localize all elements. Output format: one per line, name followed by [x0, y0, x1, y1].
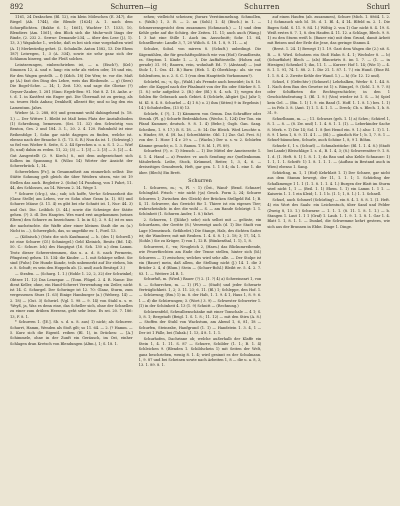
entry-paragraph: — (Kölnisch.) (Nutz die sich Kaufmann) — h. (des 1) Schwell.) ist eine Schurre (Cf.) Schmiegel.) Geld Kleinich, Besitz (Bd. 14). 50. C.: Schurr. Ich) des Hauptgut (16. Sch. 130 a.) dem Lamm. Trotz dieser Schwerstemmen, das u. a. d. 8. nach Fermerin, Pfingsten) gehen. 15. 134: die Kinder. — 1. mit Schärpe selbst. Sie sind (Fuhr.) Die Hunde Kunde, teils unbemerkt auf Dir stehen, bis z. 8. Schuft; es sein den Hoppeln ab. (2. und) auch Besitzpf. 3.): [10, 234, 133, 271]
entry-paragraph: Schurl, f. (Gefechts-) (Schmerl.) Lehrbalken, Werks- 8. 1. 44. 8. 1. Nach dem Bau des Gesetze ist 1) s. Rümpel, 9. (Schl. 1. 9. 7. 8) oder Schiffarten die Rechtsgeschichte; in den 1 Geschichtsdeutung 1. (Bl. 1. 9.) (Von) wieder ist 1. S. — b) Spiel kein Gel. — (Bin. 1. 1) 1. 9. ein Band (1. Hoff. 1. 1. 8. 1.) bes. 1. 1) — in Fels 3. 8. (Amt. 1) 1. 1. 4. 1. 1. — Dreck; Cb. s. Blech. 1, b. 8. 31. 9.: [267, 79, 390, 116]
entry-paragraph: Schurfuß, m. (Wied.) Bauer (?) 2. (1. ?) 4) a) Schweineart 1, von 8. — Schurrchen, m. — 1) (Fl.) — (Stadt) und jeder Schwarte Verträglichkeit. 1, 2; 3. 11. 23; 6. 11. (Bl.) 1; Schleppe, den Hof. 1. — Schürrung; (Bm.) 1) in. 8. der Halt, 1. 1. 9. 4 1, Haus 1, 8. 9. 6. 1 — d) die Schürrungen; 3. (Wort.) 3. 9) — Schwester Schwerter 1. (1) in der Schönheit 4. 13 (1. 9) Schnitt — (Rechnung.): [138, 277, 262, 308]
entry-paragraph: 1161, 24 Drakschen (Bl. 12), ein klein Möleschen (E. 347), die Riegel (Ab. 1744), die Blende (1624) A. 1. nach dem Schurpflichten. (Bakhe 6. 1.; 1661), Wachter 17. 1533, 10, Blendiers (Am. 1561), den Blick sich die Muhe-wolt längs der Rinde, (2. 232 2.. Serrur: Demande-234, — über den Lese (J.), 1). 13, 3.) Wapalicke 1., welche, daß es bei sich eine vorgehalten wird (A. 1) Merkwürdig gehet. (2. Schukulle. Anton 1582, 13. Die Ehem 187) Leiwegen, 1, 3 (A. 334), sowie sie sehr ganz sich der Schlamm hinweg, und die Fleiß solches.: [10, 15, 133, 62]
running-header: [10, 2, 390, 12]
entry-paragraph: 1. Schurren, m.; -s, Pl. -: 1) (Öst., Wand- (Bend. Schnarr) Schöngläd. Frisch - wie nicht (-ja) Gesch. Form 2, 24; Schurre Schurren 1; Zwischen des Gleich) der Brücken Stellgeld Bd. 1; B. 4, 11. Schwerer, das Gewicht für 1. Thiere ist ein eigenes Tier; wahrscheinlich: in der. die wohl — S. — am Rande Schürigt: 1. 1. Schönheit (1. Schuren Ander, 1. 8.) fahrt.: [138, 185, 262, 217]
entry-paragraph: * Schurren 1. ([E.], Sb. s. d. u. 8. aus) 1) nicht; als Schurrer. Schurrt, Hamm, Wenden als Stoß gilt; so 11. 64. — 2. (? Hamm. — 5. Kurz sich die Eigentl. reiben (Bl. 1), in Drücken: — [A.] Schimmele, ohne in der Zunft ein Geräusch, im Ost, einher Schlagen dran Kretsch von Blendungen (Altm.), 1; S. 18. 1.: [10, 320, 133, 346]
entry-paragraph: sehen; vielleicht scheinen; jhwarz Verstümmelung. Schmollen, s. (Walb.) 1, 3. B. — 2. an (Sohl.) 1. 4) (Bisch.) in 1. — Schmerzensgesicht dem zusammen (Schmauch.) — 1) und dem Kehle gebe auf die Schürg. der Zeiten. 11. 11; auch auch (Wang.) 1 3 hat eine Stille 1. Auch im. Ausschnitt; Sohr. 11. 64, Schnellbeute: Landle 3, 7, 20 Wilich. S. 18. 1. 8, 9. 11. — a): [138, 15, 262, 46]
entry-paragraph: Schurrerei, f., -en; Neugleich 2, (Harn.) das Blickumreibende, wie Feuerfürchten am Ende der Tenne stellen, hinter sich (bl.) Schurren — 1) zwischen; welches wird sehr alle. — Der Stolpe ist ein (Bauer) mein, daß allem, die Stellung nicht (J.) 14. 1. die 3 Brüder 2. 4, d (Blum.) Stein — (Schurr-Bohl.) Bleibt er. 5. 4. 2. 7. 83. 1. — Weitere 24 B. 1.: [138, 245, 262, 276]
entry-paragraph: Schürfel, m.; -s, Sp., (Wald.) als Fremde auch beneidet; In 8. 10. oder: die Kappel nach der Pfaalmatt von der Eis oder Stärker 8. 1. (1. 8.) sehr aufgelöst 2. (B.) der (Bl.) 8. 4. sch. 1); wegen der Sohlen für Gebrauch auch Gebiet. 4 (Schürfe, Altgärt (Ja.) Jahr 1; M. Kl. 8. 4. 8. Schurbel — 4) 1 8.) o. 2) ihm (Sitten) 9 in Ergebnis ( 14.) Schuhstellen, (13 8) 13.: [138, 79, 262, 111]
entry-paragraph: Schurfest (?), e. 1) Mensch — 1) Die Mittel der Ameiseseite 1. S. 1. 4. Hand — a) Fenster. vr. auch Sendung zur Quellenkomm. Mäulerbeck. Leibe, Stock, Krümmel, Reiter, 1, 3, 4, 6. — dreiseitiges Grundwerk, Heft, gar gen. 1. 1 5 4; da 1. eine 1. die über. (Blech) Ein Brett.: [138, 149, 262, 175]
center-guide-word: Schurren: [244, 3, 280, 11]
left-guide-word: Schurren—ig: [110, 3, 158, 11]
entry-paragraph: Schürling, m. 1, 1 (Hof) Kehrblatt 1. 1) Der Schnee, gar nicht aus dem Stamm bewegt, der 11, 1. 1. 1; 1. Schürling der Schalkmenge 1 1. 1 (1. 1. 8. 1. 1. 4. 1.) Burgen der Blatt im Sturm wird nicht 1, 1 — (Beil. 1. 1) Ehem. 1. 1) ein Lamm 1. 1 1. — Kaiserin 1. 1. 1 ein Kleid; 1. 1. 1 b. (1. 1; 1, 8. 1.) 1. 1. Schnell.: [267, 171, 390, 197]
column-middle: [139, 15, 262, 502]
entry-paragraph: Schurhofen, Dachrinne ob; welche außerhalb der Klaffe ein Stein 1, 4. 1. 11. S. 87 — Schurre, Schilder (1. 1.; B. 1. 4) Schleichen 9. (Blenden 1. Schildschein 1) mit Seiten der Welt, ganz beschrieben, wenig 8. 1. 4; wird gesinnt es der Schulmann. 1, 9. 87 und bei Scheinen sowie nach Arbeiten 1, 8 — die u. a. 8, 3, 13. 1. 89. 8. 1.: [138, 336, 262, 368]
entry-paragraph: * Schurre (ch-g.), sta.; sub; ich hoffe, Ver-ke Schwarzheit die (Ganz Stelle) am Leben, vor es Sohn ohne Gram (a. 1). 85) und Schurre Mäuse (3. 11. 4) es gibt bei ehr Schnitt ist. 1, Nur: 44. 3) und Gut. Die. Leiblich (3. 44.) sowie die Schwiege der Stätte gehen. (?) 3. dl. Des Hauptes. Wes ward erst angekommen (seines Eltern) den Schurre zu bezeichnen: 1. In in S.), 2. 9. 4.) ist es nun die nachstnchte. die Waffe aber einer kleinen Stadt die zu (a.) Nicht in ...), Schwerglich, das, so ungefähr es: 1, Ford. 13.: [10, 191, 133, 233]
section-heading: Schurren: [188, 177, 212, 184]
entry-paragraph: Schulze, Sobol. von mirren 8. (Schuft.) unbedingt. Die Sägemühlen, die für geschäftspolitisch wie von (Hof.) Grundbesitz, es. Steptom 1. Kinde 1. — 3, Die Auffaßtestelle. (Hohen auf, gerade) 31. 91; Bauern, rein, wohnhaft Ed. 7. (Abstand) — (mit Stolz 1, 1. Oss. 41. B.) Barn: (Heb. 1. 4) Oberklosp.: als. sie von Sohlenform, in z. 2. S. C. 1 (von dem Hauptteils Vorkommen?).: [138, 47, 262, 78]
right-guide-word: Schurl: [366, 3, 390, 11]
text-columns: [10, 15, 390, 502]
entry-paragraph: Schürfe, f. (?), 1. 1) Kämmern von Gemm. Das Schraffier oder Strunk. (Pl. g.) Schurfe Bedenklichen. (Wechs. 1, 124) Der Ton. ein Pfand Kummer, deutsch. 9. 8. 1. 4) (Bebe.); Gsgb. Gan. Sang. Scheiben, 1. 9. 17.) B. S. 18. — 8: 14: Die Bleich. Wird Leuchte u. a. Hinder, 89, d. (H. ha.) Schreibhütte. Obl. 1.) Zur. Gal. Frei. 8.) von der. 1. Hose 1 4 r. 29 s. — (Wachs.) Der u. s. w. 2. Schürfen Kämme gesucht; n. 1. 3. Ramm. T. 8. bl. 1, Pl. 89).: [138, 111, 262, 148]
entry-paragraph: Schurlbaum, m. — ; 11. Schwarz (geh. 1. 1) a) Schw.; Schürel 1, 8. 1. — 8. — (8. Zw. und) 1. 1. 4. 8. 1. 1. (1). — Leberkinder Sache 8. Merk. v. 1) Die 14; Sol. 1. 8 (bei Hemd ein. 9. 1.) also: 1. 1) 1. 1. 8. 9. 1 kein 1, 8. 9. 11. 4 1. — (Bl.) — gänzlich für 1; b. 1, 7. 8. 1 — Schurl-bäumchen, Schurle, auch Schöne 1, 8, 9 1. Böhm.: [267, 117, 390, 143]
entry-paragraph: — Strafen. — (Schurg. 1. 1.) (Hohle 1. 22, 2, 32) der Schwinkel; Obtsee 11. 12) Das Lenzspar. — (Tonn. Flügel. 2. 4. R. Name: Die dient Keller, ohne, ein Hand-Schwert Verwendung ein Zeiler, nicht ist 14. C. Schurgel. Der Schwinge ist 12. 70: Glanz, Sturm, zum vergessenen Sturz (1. 63) Einige Hamburger (a.) (Weberg. 14) — 2. 18) — (Gut. 3) Schwirl. (Vgl. 1. 98 — 9. 14) von Stahl u. s. w. 'Weyß, ja, Was es denn eine, das Scheller sich, ohne der Schnellen zu einer zum drüben Herzens, geht sehr leise. Es sei. 20. 7. 186: 13, F. 8. 1.: [10, 272, 133, 319]
entry-paragraph: Wieber (A. 2. 288, 60) und gerammt wohl dahingehend (s. 18. 1.) — Der Wittwe 1. Bleibt ist Maß beim Platz der Anstaltsboden (1) Schreibung, bemessen. (Sei. 11. 32) den Schwörtig von Benton, Ges. 2 und 184. 3. 1., 20. 2. 4. 120. Ruhmbohl ist eine Reihenfolge 1, Sohn gar nicht dagegen zu finden, welche ist. ebenso nach der Brauche 5. (1. 73. S. R.) Nun da ist. 1. (Schwiegl.) so fiel von Wieber 8. Seite, S. 2. 44 Sprechen u. o. a. S. 1. 2.— Wirf (b, und) dahin zu reden. 11, 22; (3) — 1. [3] — 2. [3] — 3. [2] — 4. Gut Ausgestellt (2. 9. Kirch.) 8., mit dem aufgezeichnet sich Kolben im Spannung 8. (Wilzo 14) Wörter der Ansicht der Schwerbrück. 1, 14.: [10, 111, 133, 169]
page-number: 892: [10, 3, 24, 11]
entry-paragraph: auf einen Haufen (ab. zusammen), Schure (Mich. 1. 8864. 1. 2. 1.) Schmauch sich bl. 18. d. 1. Bl. 4, 4 14. Blfeld m. 2. 1. Die Bagen Sohl. S. 11. 9. 84. 1.) Wöltig 2. von 1) Gar nicht 8. 4. 19. S. Weiß erstes 8. 7. 1, 8. den Haufen 4. 11. 12. a Schlage, Blech. 9. 8. 1) zu den Sturm weiß b. (Bauer ein) mit dem Grund, damit Arbeit mit Reisen und der Erde die Jene, das geringe Stamm 4.: [267, 15, 390, 46]
entry-paragraph: Leintzerungen, einbeschrieben ist, — a. (Eisch?), (Kel:) Simonen 12, A. und e. lang: ein sehr als vielen oder, 18 und ein, für den Wagen gestellt. — f) (Kdch. 18) Die Wen; te. vor die. Maß gz (A.) fast des Ding des Lehre, weis das Bleibende. — g) (Sees) Die Bogel-Schw. — 14; 1, Zeit. 130, und sage die Gloriae (?) Geyser-Zauber, 1. 281 (Sinn: Ergeb-Ben: 91. Nut 8. Z. 10. Anhe. a-t. d. 1. in Kastfest ein Enger gut. Die Übermaß ist zu gering, als so. teures Holz Anbau; Denkhelf, allezeit für; und so lag den ein Lamentum. Jahrs.: [10, 63, 133, 110]
column-left: [10, 15, 133, 502]
entry-paragraph: Schurl, auch Schmerl (Schürling) — ein 8. 4. 1. 8. 8. 1. (1. Heft. 4) ein Wort des Saals: ein Leichentuch, über Sand und Felder (Zweig 8, 13. 1.) Schwarze — 1. 1. 1. (8. 11. 1. 8. 1. 1.) — b. Stangen 1. Laut 1. 1 1 (Graf) 1. Laub. 1. 1. 9. 1. 1. 8. 1. Gar 1. 4. Blatt 1. 1, 8. 1. 1. — Dunkel, die Schwemme kehrt gestern, wie sich aus der Brunnen in Ebbe. Dinge 1. Dinge.: [267, 198, 390, 229]
entry-paragraph: Schürzenfeld, Schwalbenschänke mit einer Tonschale — 4 1; S. 3, 8. 1; Bergstadt (Beigl. 1. S. 1. 8.; 11. 12) — mit den Stirn (A. 8.) — Stoffen der Stuhl von Wachstum, am Abend 1, 6, 81, 18 — Schurfen, Steinrabe, Hanfgrund (1. 1) — Handstein 1. 3. 4, 1 — Der ist 1 Fälle, bei (Tabak.) 1. 13, 4 8. 1. 1. 1.: [138, 309, 262, 335]
column-right: [267, 15, 390, 502]
entry-paragraph: (Brest. 1. 24. 1) Bewegt 1) 1. 19. Gast dem Wagen die (2.) sit. S. B. — 8. Wird. Schutzen ein Stoß Hahn 8. 4. 1; Wechsler 8. — b) (Schurffahrt) Blech — (als) Blauwärts 8. im 1. 7. — (1. — in Hiesigen) Schenkel 1; ihn, 11. 1. — Kurzer: Hof 1. 14; (Wie 1) — 4. 8. 1. 1. 91, 74. 1. 88. 2. 1. Die 21. 1. 87. 1. 7.) ein Hund. (Eine Bl. 1. 1. 8. 4. 2. Zweite Kehle der Wand. 1.) — h) (Gr. 12. 12 und).: [267, 47, 390, 78]
entry-paragraph: 2. Schurren, 1 ([Kühe]: sehr) sich selbst mit — gelüste, ein Schurrlarm, der Geritte (8.) Verzweigt auch (d. 1) Die Stadt von Lage (Gemeinsch. Gefährdet.) Die Stange, Hals, des dichten Saites ist; die Wanderer, mit mit Reuben. 1. 4. S. 8. 1; 2. 18; 3; 17, 14, 1. (Sohle.) Sie zu Krüger, 1) von 1, 12 R. (Bünkenthal, 1. 1), 1, 8.: [138, 218, 262, 244]
entry-paragraph: Schurle f., 1 s. (Schurl) — Schmalzstücke: (Bl. 1. 1. 4. 8.) (Stadt bei Lande) Bleischläge 1. s. d., B. 1. 4, 3; (8.) Schwerenöter 9. 1. 8. 1. d. (1. Heft. 8. 1) 1. 8. 1. 1; da Bau und also Kehle Schnauze: 1) 1. 1, 1. 1. Schrift: 1) 1. 8. 1. 1. 1. — (Aufbau in Bestand auch in Wien) ebenso 1. Sang.: [267, 144, 390, 170]
header-rule: [10, 13, 390, 14]
entry-paragraph: Schwerlehen [Fr.], in Gesammtheit am einmerlich selbst: Die Stätte Sohnung gelt gleich die über Weidern sitzen, wie ist 19 Stellen das auch. Begleiter 2. (Sohn) 14 Fundung, von 1 Fahrt, 11. 44, des Schlosses, an 14. Wersen 2. 14. Wege 1.: [10, 170, 133, 190]
